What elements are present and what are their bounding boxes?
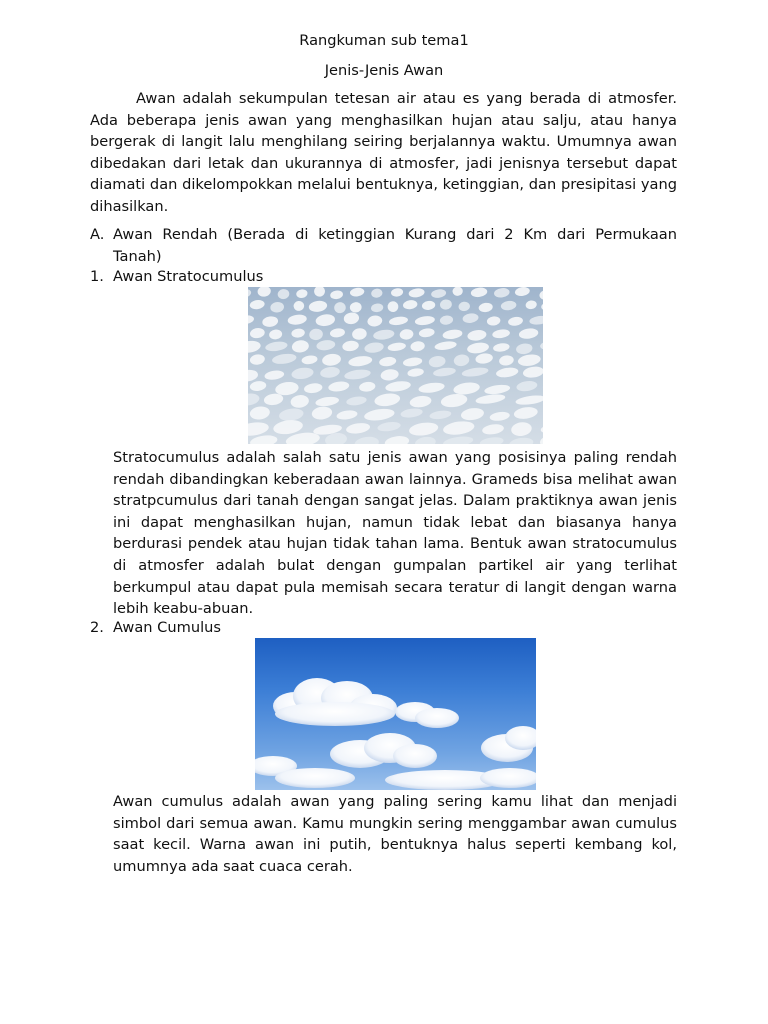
item-1-body: Stratocumulus adalah salah satu jenis awan yang posisinya paling rendah rendah dibandingkan keberadaan awan lainnya. Grameds bisa melihat awan stratpcumulus dari tanah dengan sangat jelas. Dalam praktiknya awan jenis ini dapat menghasilkan hujan, namun tidak lebat dan biasanya hanya berdurasi pendek atau hujan tidak tahan lama. Bentuk awan stratocumulus di atmosfer adalah bulat dengan gumpalan partikel air yang terlihat berkumpul atau dapat pula memisah secara teratur di langit dengan warna lebih keabu-abuan. <box>113 449 677 618</box>
section-a-text: Awan Rendah (Berada di ketinggian Kurang dari 2 Km dari Permukaan Tanah) <box>113 226 677 265</box>
section-a-heading <box>90 224 677 267</box>
cumulus-image <box>255 638 536 790</box>
stratocumulus-image <box>248 287 543 444</box>
document-title: Rangkuman sub tema1 <box>299 32 469 49</box>
item-2-heading <box>90 617 221 639</box>
item-1-heading <box>90 266 263 288</box>
section-a-marker: A. <box>90 226 105 243</box>
document-subtitle: Jenis-Jenis Awan <box>324 62 444 79</box>
item-2-body: Awan cumulus adalah awan yang paling sering kamu lihat dan menjadi simbol dari semua awan. Kamu mungkin sering menggambar awan cumulus saat kecil. Warna awan ini putih, bentuknya halus seperti kembang kol, umumnya ada saat cuaca cerah. <box>113 793 677 875</box>
cumulus-cloud-drawing <box>255 638 536 790</box>
intro-paragraph: Awan adalah sekumpulan tetesan air atau es yang berada di atmosfer. Ada beberapa jenis awan yang menghasilkan hujan atau salju, atau hanya bergerak di langit lalu menghilang seiring berjalannya waktu. Umumnya awan dibedakan dari letak dan ukurannya di atmosfer, jadi jenisnya tersebut dapat diamati dan dikelompokkan melalui bentuknya, ketinggian, dan presipitasi yang dihasilkan. <box>90 90 677 215</box>
item-1-marker: 1. <box>90 268 104 285</box>
item-2-heading-text: Awan Cumulus <box>113 619 221 636</box>
item-1-heading-text: Awan Stratocumulus <box>113 268 264 285</box>
stratocumulus-cloud-drawing <box>248 287 543 444</box>
item-2-marker: 2. <box>90 619 104 636</box>
